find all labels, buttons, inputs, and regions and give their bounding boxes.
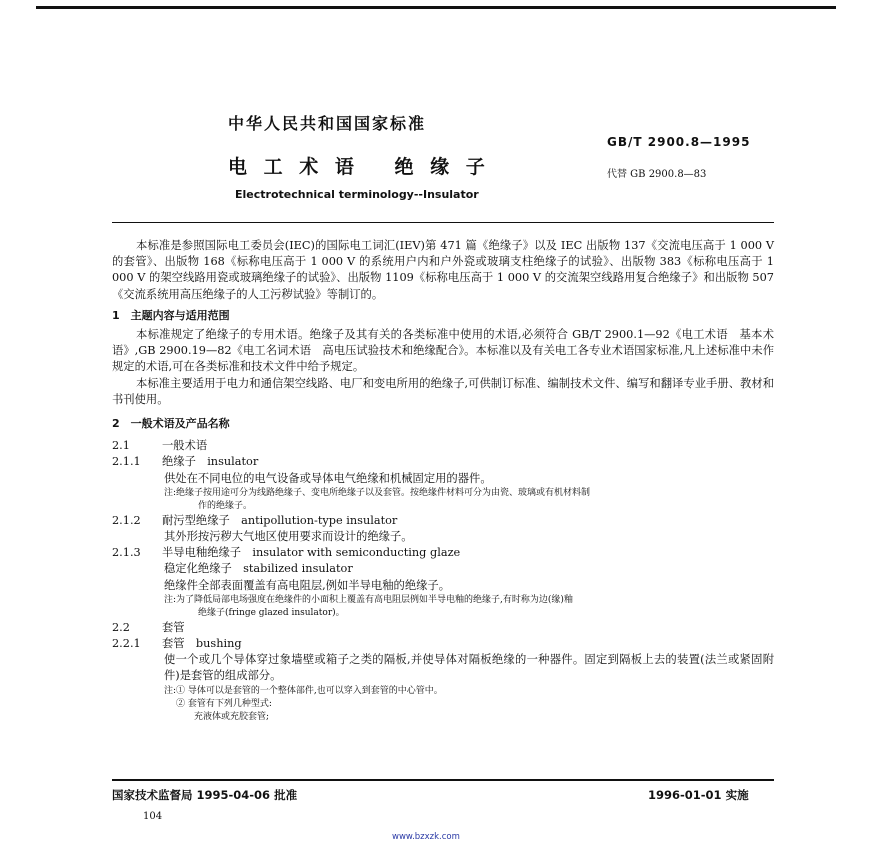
section-1-paragraph-2: 本标准主要适用于电力和通信架空线路、电厂和变电所用的绝缘子,可供制订标准、编制技术文件、编写和翻译专业手册、教材和书刊使用。 <box>112 376 774 406</box>
english-title: Electrotechnical terminology--Insulator <box>235 188 479 201</box>
national-standard-title: 中华人民共和国国家标准 <box>228 114 427 133</box>
term-alias: 稳定化绝缘子 stabilized insulator <box>164 562 353 576</box>
term: 套管 bushing <box>162 637 242 651</box>
term: 耐污型绝缘子 antipollution-type insulator <box>162 513 398 527</box>
section-2-heading: 2 一般术语及产品名称 <box>112 417 230 431</box>
note: 注:绝缘子按用途可分为线路绝缘子、变电所绝缘子以及套管。按绝缘件材料可分为由瓷、玻璃或有机材料制 <box>164 487 591 498</box>
note-2: ② 套管有下列几种型式: <box>176 698 272 709</box>
clause-title: 套管 <box>162 620 185 634</box>
definition: 使一个或几个导体穿过象墙壁或箱子之类的隔板,并使导体对隔板绝缘的一种器件。固定到隔板上去的装置(法兰或紧固附件)是套管的组成部分。 <box>164 653 774 683</box>
intro-paragraph: 本标准是参照国际电工委员会(IEC)的国际电工词汇(IEV)第 471 篇《绝缘子》以及 IEC 出版物 137《交流电压高于 1 000 V 的套管》、出版物 168《标称电压高于 1 000 V 的系统用户内和户外瓷或玻璃支柱绝缘子的试验》、出版物 383《标称电压高于 1 000 V 的架空线路用瓷或玻璃绝缘子的试验》、出版物 1109《标称电压高于 1 000 V 的交流架空线路用复合绝缘子》和出版物 507《交流系统用高压绝缘子的人工污秽试验》等制订的。 <box>112 239 774 301</box>
replaces-note: 代替 GB 2900.8—83 <box>607 169 707 180</box>
footer-divider <box>112 779 774 781</box>
document-title: 电 工 术 语 绝 缘 子 <box>228 156 490 178</box>
definition: 绝缘件全部表面覆盖有高电阻层,例如半导电釉的绝缘子。 <box>164 578 451 592</box>
header-divider <box>112 222 774 223</box>
definition: 供处在不同电位的电气设备或导体电气绝缘和机械固定用的器件。 <box>164 471 492 485</box>
standard-number: GB/T 2900.8—1995 <box>607 135 751 149</box>
clause-number: 2.2.1 <box>112 637 141 651</box>
source-watermark-url: www.bzxzk.com <box>392 832 460 842</box>
note-3: 充液体或充胶套管; <box>194 711 270 722</box>
term: 绝缘子 insulator <box>162 455 259 469</box>
clause-title: 一般术语 <box>162 439 208 453</box>
clause-number: 2.1 <box>112 439 130 453</box>
clause-number: 2.1.3 <box>112 546 141 560</box>
note-continued: 作的绝缘子。 <box>198 500 253 511</box>
clause-number: 2.1.2 <box>112 513 141 527</box>
note-continued: 绝缘子(fringe glazed insulator)。 <box>198 607 345 618</box>
section-1-paragraph-1: 本标准规定了绝缘子的专用术语。绝缘子及其有关的各类标准中使用的术语,必须符合 GB/T 2900.1—92《电工术语 基本术语》,GB 2900.19—82《电工名词术语 高电压试验技术和绝缘配合》。本标准以及有关电工各专业术语国家标准,凡上述标准中未作规定的术语,可在各类标准和技术文件中给予规定。 <box>112 328 774 374</box>
clause-number: 2.2 <box>112 620 130 634</box>
note: 注:为了降低局部电场强度在绝缘件的小面积上覆盖有高电阻层例如半导电釉的绝缘子,有时称为边(缘)釉 <box>164 594 573 605</box>
term: 半导电釉绝缘子 insulator with semiconducting glaze <box>162 546 461 560</box>
clause-2-1 <box>112 438 774 454</box>
effective-date: 1996-01-01 实施 <box>648 788 749 802</box>
note-1: 注:① 导体可以是套管的一个整体部件,也可以穿入到套管的中心管中。 <box>164 685 443 696</box>
clause-2-1-1 <box>112 454 774 470</box>
page-number: 104 <box>143 811 163 822</box>
clause-2-1-3 <box>112 545 774 561</box>
top-border <box>36 6 836 9</box>
document-body <box>112 238 774 724</box>
definition: 其外形按污秽大气地区使用要求而设计的绝缘子。 <box>164 530 413 544</box>
clause-2-2 <box>112 620 774 636</box>
clause-number: 2.1.1 <box>112 455 141 469</box>
clause-2-2-1 <box>112 636 774 652</box>
approval-info: 国家技术监督局 1995-04-06 批准 <box>112 788 298 802</box>
clause-2-1-2 <box>112 513 774 529</box>
section-1-heading: 1 主题内容与适用范围 <box>112 308 230 322</box>
